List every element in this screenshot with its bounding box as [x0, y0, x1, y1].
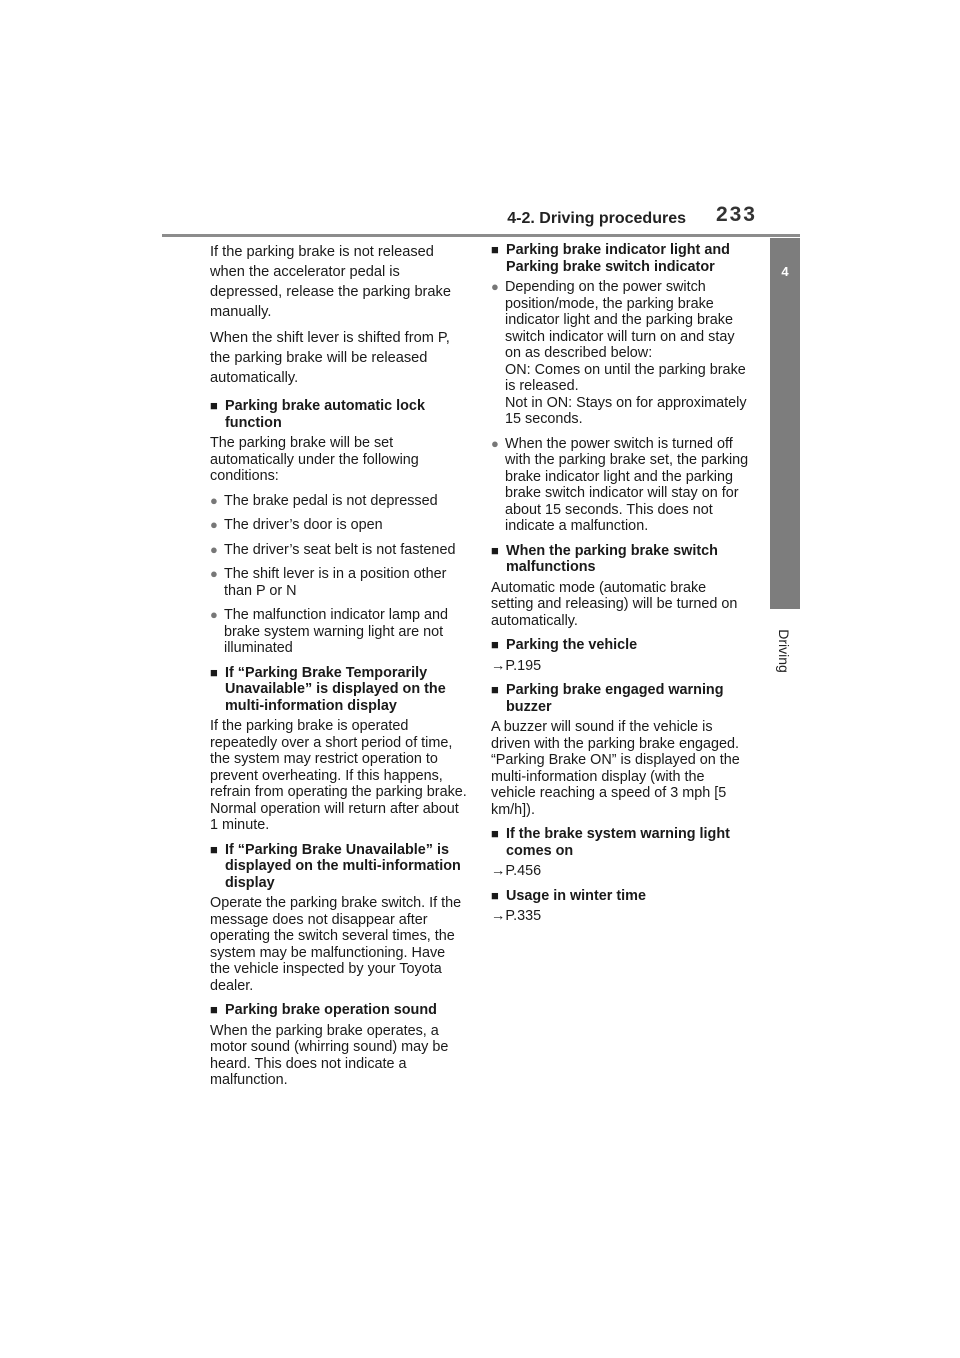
square-bullet-icon: ■	[210, 398, 218, 413]
section-heading: ■ When the parking brake switch malfunctions	[491, 542, 718, 575]
list-item: ● When the power switch is turned off with the parking brake set, the parking brake indicator light and the parking brake switch indicator will stay on for about 15 seconds. This does not indicate a malfunction.	[491, 435, 749, 534]
section-heading: ■ Usage in winter time	[491, 887, 646, 904]
bullet-icon: ●	[491, 435, 499, 451]
section-heading: ■ Parking brake automatic lock function	[210, 398, 425, 431]
arrow-icon: →	[491, 908, 506, 924]
body-paragraph: When the parking brake operates, a motor sound (whirring sound) may be heard. This does not indicate a malfunction.	[210, 1022, 449, 1088]
square-bullet-icon: ■	[491, 242, 499, 257]
section-heading: ■ Parking brake operation sound	[210, 1002, 437, 1018]
page-header	[162, 200, 800, 237]
square-bullet-icon: ■	[491, 637, 499, 652]
body-paragraph: A buzzer will sound if the vehicle is driven with the parking brake engaged. “Parking Brake ON” is displayed on the multi-information display (with the vehicle reaching a speed of 3 mph [5 km/h]).	[491, 719, 740, 818]
square-bullet-icon: ■	[210, 664, 218, 680]
bullet-icon: ●	[210, 607, 218, 622]
section-heading: ■ Parking brake engaged warning buzzer	[491, 682, 724, 715]
section-heading: ■ Parking the vehicle	[491, 637, 638, 653]
right-column	[491, 242, 749, 933]
bullet-icon: ●	[210, 492, 218, 508]
body-paragraph: Automatic mode (automatic brake setting and releasing) will be turned on automatically.	[491, 579, 738, 629]
square-bullet-icon: ■	[210, 1002, 218, 1017]
bullet-icon: ●	[210, 566, 218, 581]
page-reference[interactable]: →P.456	[491, 863, 542, 879]
page-reference[interactable]: →P.335	[491, 908, 542, 924]
body-paragraph: Operate the parking brake switch. If the message does not disappear after operating the switch several times, the system may be malfunctioning. Have the vehicle inspected by your Toyota dealer.	[210, 895, 462, 994]
square-bullet-icon: ■	[491, 887, 499, 903]
list-item: ● The brake pedal is not depressed	[210, 492, 438, 509]
section-heading: ■ Parking brake indicator light and Parking brake switch indicator	[491, 242, 730, 275]
list-item: ● The driver’s door is open	[210, 517, 383, 533]
square-bullet-icon: ■	[491, 682, 499, 697]
body-paragraph: The parking brake will be set automatically under the following conditions:	[210, 435, 419, 484]
section-heading: ■ If “Parking Brake Unavailable” is displayed on the multi-information display	[210, 841, 461, 891]
square-bullet-icon: ■	[491, 542, 499, 558]
section-heading: ■ If “Parking Brake Temporarily Unavailable” is displayed on the multi-information display	[210, 664, 446, 714]
page-number: 233	[715, 203, 757, 226]
chapter-number: 4	[781, 264, 789, 279]
arrow-icon: →	[491, 863, 506, 879]
list-item: ● Depending on the power switch position/mode, the parking brake indicator light and the parking brake switch indicator will turn on and stay on as described below: ON: Comes on until the parking brake is released. Not in ON: Stays on for approximately 15 seconds.	[491, 279, 747, 427]
square-bullet-icon: ■	[210, 841, 218, 857]
left-column	[210, 242, 468, 1097]
square-bullet-icon: ■	[491, 826, 499, 841]
section-heading: ■ If the brake system warning light comes on	[491, 826, 730, 859]
page-reference[interactable]: →P.195	[491, 657, 542, 674]
chapter-tab	[770, 238, 800, 609]
body-paragraph: If the parking brake is operated repeatedly over a short period of time, the system may restrict operation to prevent overheating. If this happens, refrain from operating the parking brake. Normal operation will return after about 1 minute.	[210, 718, 467, 833]
intro-paragraph: If the parking brake is not released when the accelerator pedal is depressed, release the parking brake manually.	[210, 244, 451, 320]
list-item: ● The driver’s seat belt is not fastened	[210, 541, 456, 558]
bullet-icon: ●	[491, 279, 499, 294]
bullet-icon: ●	[210, 541, 218, 557]
list-item: ● The shift lever is in a position other than P or N	[210, 566, 447, 599]
arrow-icon: →	[491, 657, 506, 674]
bullet-icon: ●	[210, 517, 218, 532]
section-title: 4-2. Driving procedures	[507, 210, 686, 227]
intro-paragraph: When the shift lever is shifted from P, the parking brake will be released automatically.	[210, 330, 450, 386]
chapter-label	[764, 621, 804, 681]
list-item: ● The malfunction indicator lamp and brake system warning light are not illuminated	[210, 607, 448, 656]
chapter-label-text: Driving	[776, 629, 792, 673]
